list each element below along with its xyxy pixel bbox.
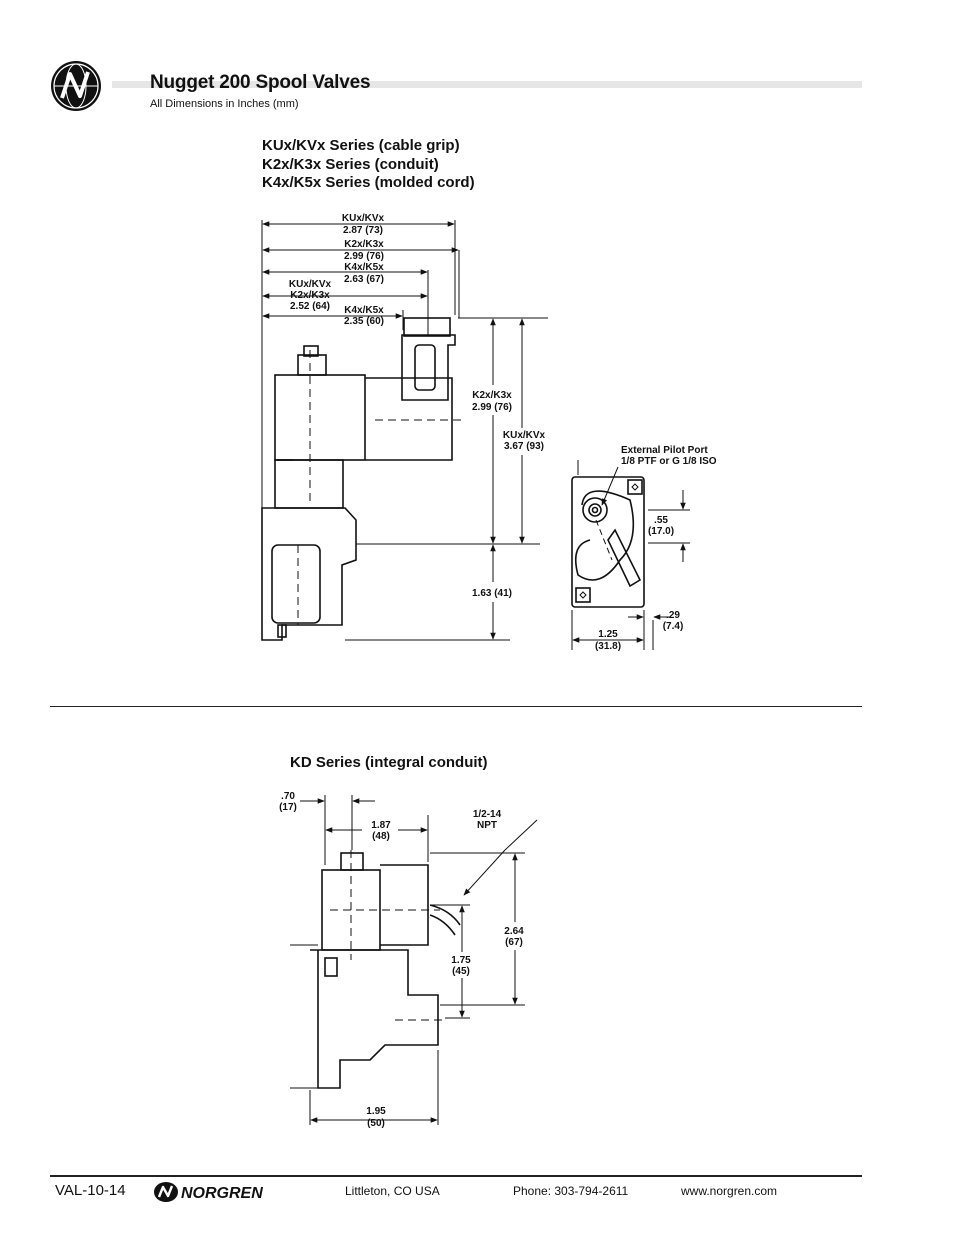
dim-055-in: .55 [654, 515, 668, 526]
dim-left-width: 2.52 (64) [289, 301, 331, 312]
dim-029-in: .29 [666, 610, 680, 621]
brand-wordmark: NORGREN [181, 1185, 263, 1202]
dim-base-height: 1.63 (41) [471, 588, 513, 599]
kd-series-title: KD Series (integral conduit) [290, 754, 488, 771]
valve-end-view [572, 477, 644, 607]
page-code: VAL-10-14 [55, 1182, 126, 1199]
footer-phone: Phone: 303-794-2611 [513, 1184, 629, 1198]
dim-kuv-series: KUx/KVx [341, 213, 385, 224]
dim-055-mm: (17.0) [647, 526, 675, 537]
footer-city: Littleton, CO USA [345, 1184, 440, 1198]
dim-264-in: 2.64 [504, 926, 524, 937]
dim-264-mm: (67) [505, 937, 523, 948]
dim-187-mm: (48) [372, 831, 390, 842]
dim-k45b-width: 2.35 (60) [343, 316, 385, 327]
dim-195-in: 1.95 [366, 1106, 386, 1117]
series-line-2: K2x/K3x Series (conduit) [262, 155, 439, 173]
npt-size: 1/2-14 [472, 809, 502, 820]
npt-label: NPT [477, 820, 497, 831]
dim-070-mm: (17) [279, 802, 297, 813]
page-title: Nugget 200 Spool Valves [150, 72, 371, 93]
dim-k23-width: 2.99 (76) [343, 251, 385, 262]
dim-k23-height: 2.99 (76) [471, 402, 513, 413]
valve-side-view [262, 318, 455, 640]
dim-kuv-height: 3.67 (93) [503, 441, 545, 452]
dim-k23-series: K2x/K3x [344, 239, 384, 250]
series-line-3: K4x/K5x Series (molded cord) [262, 174, 475, 191]
pilot-port-spec: 1/8 PTF or G 1/8 ISO [621, 456, 717, 467]
dim-195-mm: (50) [367, 1118, 385, 1129]
dim-kuv-h-series: KUx/KVx [502, 430, 546, 441]
dim-029-mm: (7.4) [662, 621, 684, 632]
dim-kuv-width: 2.87 (73) [342, 225, 384, 236]
dim-k45-series: K4x/K5x [344, 262, 384, 273]
height-dimensions [345, 318, 548, 640]
dim-125-mm: (31.8) [594, 641, 622, 652]
dim-k45b-series: K4x/K5x [344, 305, 384, 316]
dim-125-in: 1.25 [598, 629, 618, 640]
page-subtitle: All Dimensions in Inches (mm) [150, 98, 299, 110]
dim-left-series-a: KUx/KVx [288, 279, 332, 290]
kd-dimensions [290, 795, 537, 1125]
footer-rule [50, 1175, 862, 1177]
series-line-1: KUx/KVx Series (cable grip) [262, 137, 460, 154]
dim-187-in: 1.87 [371, 820, 391, 831]
dim-070-in: .70 [281, 791, 295, 802]
dim-k23-h-series: K2x/K3x [472, 390, 512, 401]
section-divider [50, 706, 862, 707]
pilot-port-label: External Pilot Port [621, 445, 708, 456]
dim-left-series-b: K2x/K3x [290, 290, 330, 301]
norgren-wordmark-logo-icon [153, 1180, 288, 1204]
dim-k45-width: 2.63 (67) [343, 274, 385, 285]
dim-175-in: 1.75 [451, 955, 471, 966]
dim-175-mm: (45) [452, 966, 470, 977]
footer-website: www.norgren.com [681, 1184, 778, 1198]
